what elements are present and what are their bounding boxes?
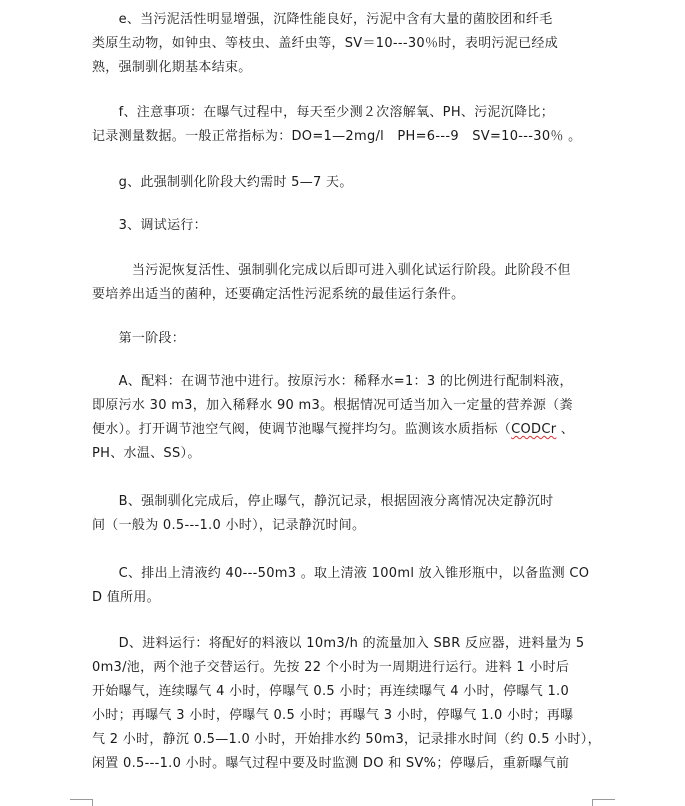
paragraph-line: e、当污泥活性明显增强，沉降性能良好，污泥中含有大量的菌胶团和纤毛 [92, 12, 553, 27]
paragraph-line: PH、水温、SS）。 [92, 446, 201, 461]
paragraph-g [92, 171, 606, 195]
paragraph-line: 小时；再曝气 3 小时，停曝气 0.5 小时；再曝气 3 小时，停曝气 1.0 小时；再曝 [92, 708, 574, 723]
spellcheck-flag[interactable]: CODCr [511, 422, 557, 437]
paragraph-line: 3、调试运行： [92, 218, 207, 233]
paragraph-line: f、注意事项：在曝气过程中，每天至少测２次溶解氧、PH、污泥沉降比； [92, 105, 554, 120]
page-corner-mark-right [592, 799, 615, 806]
paragraph-line: 0m3/池，两个池子交替运行。先按 22 个小时为一周期进行运行。进料 1 小时后 [92, 660, 570, 675]
paragraph-line: 第一阶段： [92, 331, 186, 346]
paragraph-line: C、排出上清液约 40---50m3 。取上清液 100ml 放入锥形瓶中，以备监测 CO [92, 566, 590, 581]
paragraph-line: 记录测量数据。一般正常指标为：DO=1—2mg/l PH=6---9 SV=10---30％ 。 [92, 129, 582, 144]
paragraph-line: B、强制驯化完成后，停止曝气，静沉记录，根据固液分离情况决定静沉时 [92, 494, 554, 509]
paragraph-line-spellcheck: 便水）。打开调节池空气阀，使调节池曝气搅拌均匀。监测该水质指标（CODCr 、 [92, 422, 575, 437]
paragraph-line: 开始曝气，连续曝气 4 小时，停曝气 0.5 小时；再连续曝气 4 小时，停曝气 1.0 [92, 684, 570, 699]
paragraph-line: 当污泥恢复活性、强制驯化完成以后即可进入驯化试运行阶段。此阶段不但 [92, 263, 571, 278]
paragraph-intro [92, 259, 606, 307]
paragraph-line: A、配料：在调节池中进行。按原污水：稀释水=1：3 的比例进行配制料液， [92, 374, 573, 389]
page-corner-mark-left [70, 799, 93, 806]
paragraph-line: 间（一般为 0.5---1.0 小时），记录静沉时间。 [92, 518, 366, 533]
paragraph-line: 即原污水 30 m3，加入稀释水 90 m3。根据情况可适当加入一定量的营养源（粪 [92, 398, 573, 413]
paragraph-line: 类原生动物，如钟虫、等枝虫、盖纤虫等，SV＝10---30％时，表明污泥已经成 [92, 36, 559, 51]
paragraph-line: 熟，强制驯化期基本结束。 [92, 60, 252, 75]
paragraph-line: D 值所用。 [92, 590, 160, 605]
paragraph-line: 气 2 小时，静沉 0.5—1.0 小时，开始排水约 50m3，记录排水时间（约 0.5 小时）， [92, 732, 601, 747]
paragraph-e [92, 8, 606, 80]
paragraph-b [92, 490, 606, 538]
paragraph-c [92, 562, 606, 610]
paragraph-line: g、此强制驯化阶段大约需时 5—7 天。 [92, 175, 353, 190]
paragraph-line: 要培养出适当的菌种，还要确定活性污泥系统的最佳运行条件。 [92, 287, 465, 302]
stage-one-heading [92, 327, 606, 351]
paragraph-line: D、进料运行：将配好的料液以 10m3/h 的流量加入 SBR 反应器，进料量为 5 [92, 636, 585, 651]
paragraph-line: 闲置 0.5---1.0 小时。曝气过程中要及时监测 DO 和 SV%；停曝后，重新曝气前 [92, 756, 570, 771]
paragraph-a [92, 370, 606, 466]
section-heading-debug-run [92, 214, 606, 238]
paragraph-f [92, 101, 606, 149]
paragraph-d [92, 632, 606, 776]
